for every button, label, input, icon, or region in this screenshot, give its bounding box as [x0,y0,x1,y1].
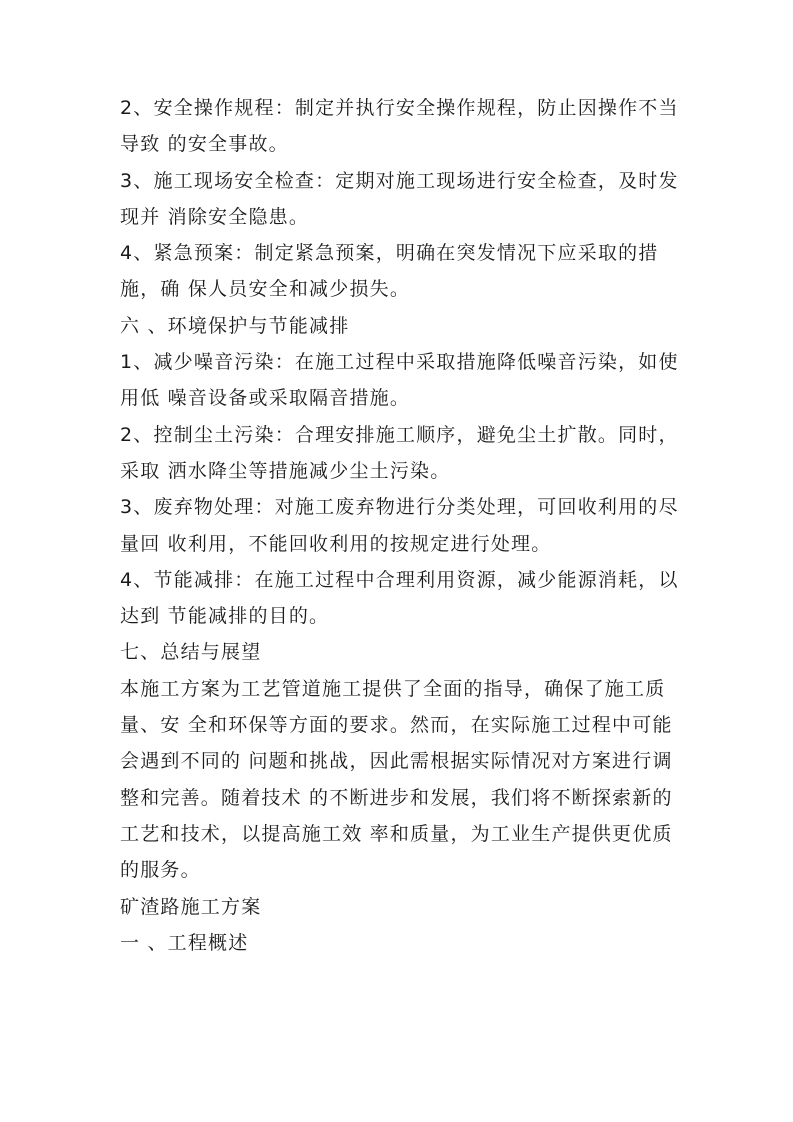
section-heading-environment: 六 、环境保护与节能减排 [120,314,350,337]
document-body [120,90,680,961]
paragraph-dust-control: 2、控制尘土污染：合理安排施工顺序，避免尘土扩散。同时，采取 洒水降尘等措施减少尘土污染。 [120,423,679,482]
paragraph-waste-disposal: 3、废弃物处理：对施工废弃物进行分类处理，可回收利用的尽量回 收利用，不能回收利用的按规定进行处理。 [120,496,679,555]
section-heading-summary: 七、总结与展望 [120,641,262,664]
paragraph-energy-saving: 4、节能减排：在施工过程中合理利用资源，减少能源消耗，以达到 节能减排的目的。 [120,568,679,628]
document-title-slag-road: 矿渣路施工方案 [120,895,262,918]
paragraph-site-inspection: 3、施工现场安全检查：定期对施工现场进行安全检查，及时发现并 消除安全隐患。 [120,169,679,228]
section-heading-overview: 一 、工程概述 [120,931,249,954]
paragraph-noise-pollution: 1、减少噪音污染：在施工过程中采取措施降低噪音污染，如使用低 噪音设备或采取隔音措施。 [120,351,679,410]
paragraph-emergency-plan: 4、紧急预案：制定紧急预案，明确在突发情况下应采取的措施，确 保人员安全和减少损失。 [120,242,659,301]
paragraph-summary: 本施工方案为工艺管道施工提供了全面的指导，确保了施工质量、安 全和环保等方面的要求。然而，在实际施工过程中可能会遇到不同的 问题和挑战，因此需根据实际情况对方案进行调整和完善。随着技术 的不断进步和发展，我们将不断探索新的工艺和技术，以提高施工效 率和质量，为工业生产提供更优质的服务。 [120,677,673,882]
paragraph-safety-operation: 2、安全操作规程：制定并执行安全操作规程，防止因操作不当导致 的安全事故。 [120,97,679,156]
